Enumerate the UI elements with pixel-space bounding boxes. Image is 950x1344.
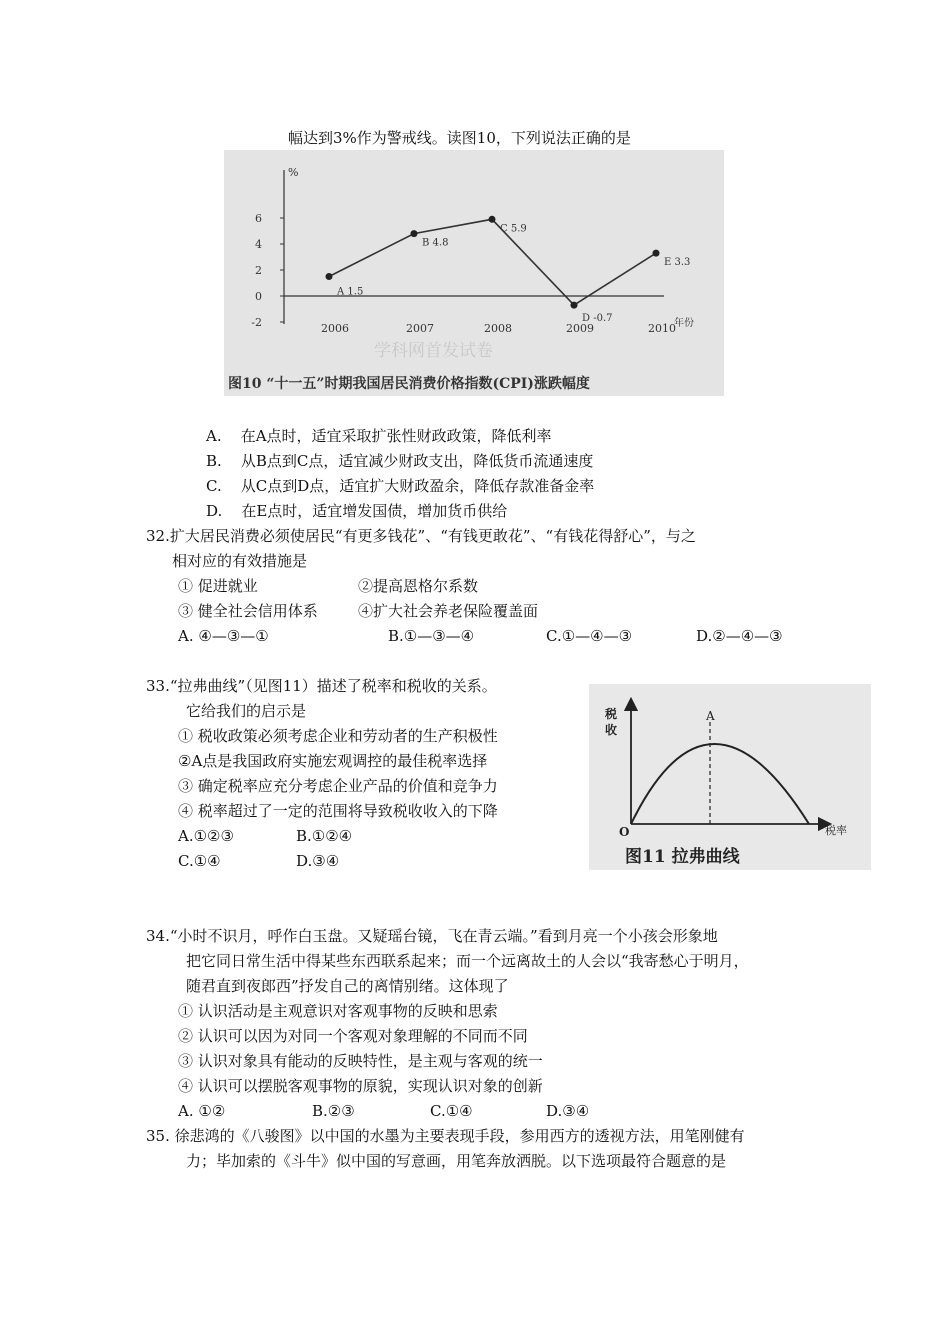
laffer-curve bbox=[631, 744, 809, 824]
x-axis-label: 年份 bbox=[674, 318, 694, 329]
q33-item-4: ④ 税率超过了一定的范围将导致税收收入的下降 bbox=[178, 802, 498, 820]
x-tick-label: 2006 bbox=[321, 322, 349, 335]
q33-stem-line2: 它给我们的启示是 bbox=[186, 702, 307, 720]
q34-choice-c[interactable]: C.①④ bbox=[430, 1102, 473, 1120]
y-tick-label: -2 bbox=[251, 316, 262, 329]
q33-choice-b[interactable]: B.①②④ bbox=[296, 827, 353, 845]
option-letter: A. bbox=[206, 427, 222, 445]
q34-stem-line3: 随君直到夜郎西”抒发自己的离情别绪。这体现了 bbox=[186, 977, 509, 995]
data-point bbox=[653, 250, 660, 257]
option-text: 在A点时，适宜采取扩张性财政政策，降低利率 bbox=[240, 427, 552, 445]
data-point-label: E 3.3 bbox=[664, 257, 691, 269]
y-tick-label: 0 bbox=[255, 290, 262, 303]
q31-option-b[interactable] bbox=[206, 451, 593, 471]
data-point bbox=[411, 230, 418, 237]
q31-option-c[interactable] bbox=[206, 476, 594, 496]
q32-item-3: ③ 健全社会信用体系 bbox=[178, 602, 318, 620]
x-tick-label: 2007 bbox=[406, 322, 434, 335]
x-tick-label: 2009 bbox=[566, 322, 594, 335]
q33-item-3: ③ 确定税率应充分考虑企业产品的价值和竞争力 bbox=[178, 777, 498, 795]
x-axis-label: 税率 bbox=[825, 824, 847, 837]
origin-label: O bbox=[619, 825, 630, 839]
option-text: 在E点时，适宜增发国债，增加货币供给 bbox=[241, 502, 508, 520]
q35-stem-line2: 力；毕加索的《斗牛》似中国的写意画，用笔奔放洒脱。以下选项最符合题意的是 bbox=[186, 1152, 727, 1170]
option-letter: C. bbox=[206, 477, 222, 495]
data-point bbox=[326, 273, 333, 280]
laffer-curve-chart bbox=[589, 684, 871, 870]
figure-10 bbox=[224, 150, 724, 396]
q34-item-2: ② 认识可以因为对同一个客观对象理解的不同而不同 bbox=[178, 1027, 528, 1045]
option-letter: B. bbox=[206, 452, 222, 470]
data-point bbox=[571, 302, 578, 309]
q33-item-2: ②A点是我国政府实施宏观调控的最佳税率选择 bbox=[178, 752, 488, 770]
q32-stem-line2: 相对应的有效措施是 bbox=[172, 552, 308, 570]
option-text: 从B点到C点，适宜减少财政支出，降低货币流通速度 bbox=[240, 452, 594, 470]
q34-choice-d[interactable]: D.③④ bbox=[546, 1102, 590, 1120]
q32-stem-line1: 32.扩大居民消费必须使居民“有更多钱花”、“有钱更敢花”、“有钱花得舒心”，与之 bbox=[146, 527, 696, 545]
q34-stem-line2: 把它同日常生活中得某些东西联系起来；而一个远离故土的人会以“我寄愁心于明月， bbox=[186, 952, 749, 970]
cpi-chart bbox=[224, 150, 724, 396]
fig10-caption: 图10 “十一五”时期我国居民消费价格指数(CPI)涨跌幅度 bbox=[228, 376, 590, 392]
q34-item-4: ④ 认识可以摆脱客观事物的原貌，实现认识对象的创新 bbox=[178, 1077, 543, 1095]
q34-choice-a[interactable]: A. ①② bbox=[178, 1102, 226, 1120]
data-point-label: D -0.7 bbox=[582, 313, 613, 325]
option-text: 从C点到D点，适宜扩大财政盈余，降低存款准备金率 bbox=[240, 477, 595, 495]
q32-item-2: ②提高恩格尔系数 bbox=[358, 577, 479, 595]
q32-choice-b[interactable]: B.①—③—④ bbox=[388, 627, 475, 645]
y-axis-label: % bbox=[288, 166, 299, 179]
q32-choice-c[interactable]: C.①—④—③ bbox=[546, 627, 633, 645]
q32-item-1: ① 促进就业 bbox=[178, 577, 258, 595]
q33-choice-d[interactable]: D.③④ bbox=[296, 852, 340, 870]
y-axis-label-1: 税 bbox=[605, 707, 618, 721]
data-point-label: B 4.8 bbox=[422, 237, 449, 249]
y-axis-label-2: 收 bbox=[605, 723, 618, 737]
q31-option-d[interactable] bbox=[206, 501, 507, 521]
q32-choice-d[interactable]: D.②—④—③ bbox=[696, 627, 783, 645]
q34-item-3: ③ 认识对象具有能动的反映特性，是主观与客观的统一 bbox=[178, 1052, 543, 1070]
q33-stem-line1: 33.“拉弗曲线”（见图11）描述了税率和税收的关系。 bbox=[146, 677, 497, 695]
q32-choice-a[interactable]: A. ④—③—① bbox=[178, 627, 269, 645]
x-tick-label: 2008 bbox=[484, 322, 512, 335]
q33-choice-a[interactable]: A.①②③ bbox=[178, 827, 234, 845]
q32-item-4: ④扩大社会养老保险覆盖面 bbox=[358, 602, 539, 620]
fig11-caption: 图11 拉弗曲线 bbox=[625, 847, 740, 867]
q34-choice-b[interactable]: B.②③ bbox=[312, 1102, 355, 1120]
y-tick-label: 6 bbox=[255, 212, 262, 225]
q33-item-1: ① 税收政策必须考虑企业和劳动者的生产积极性 bbox=[178, 727, 498, 745]
data-point-label: A 1.5 bbox=[337, 286, 364, 298]
q33-choice-c[interactable]: C.①④ bbox=[178, 852, 221, 870]
q31-option-a[interactable] bbox=[206, 426, 552, 446]
figure-11 bbox=[589, 684, 871, 870]
q34-item-1: ① 认识活动是主观意识对客观事物的反映和思索 bbox=[178, 1002, 498, 1020]
data-point bbox=[489, 216, 496, 223]
peak-label: A bbox=[706, 709, 715, 723]
y-tick-label: 2 bbox=[255, 264, 262, 277]
cpi-series-line bbox=[329, 219, 656, 305]
intro-line: 幅达到3%作为警戒线。读图10，下列说法正确的是 bbox=[288, 129, 631, 147]
watermark: 学科网首发试卷 bbox=[374, 341, 493, 361]
y-tick-label: 4 bbox=[255, 238, 262, 251]
option-letter: D. bbox=[206, 502, 223, 520]
q35-stem-line1: 35. 徐悲鸿的《八骏图》以中国的水墨为主要表现手段，参用西方的透视方法，用笔刚健有 bbox=[146, 1127, 745, 1145]
x-tick-label: 2010 bbox=[648, 322, 676, 335]
q34-stem-line1: 34.“小时不识月，呼作白玉盘。又疑瑶台镜，飞在青云端。”看到月亮一个小孩会形象地 bbox=[146, 927, 718, 945]
data-point-label: C 5.9 bbox=[500, 223, 527, 235]
